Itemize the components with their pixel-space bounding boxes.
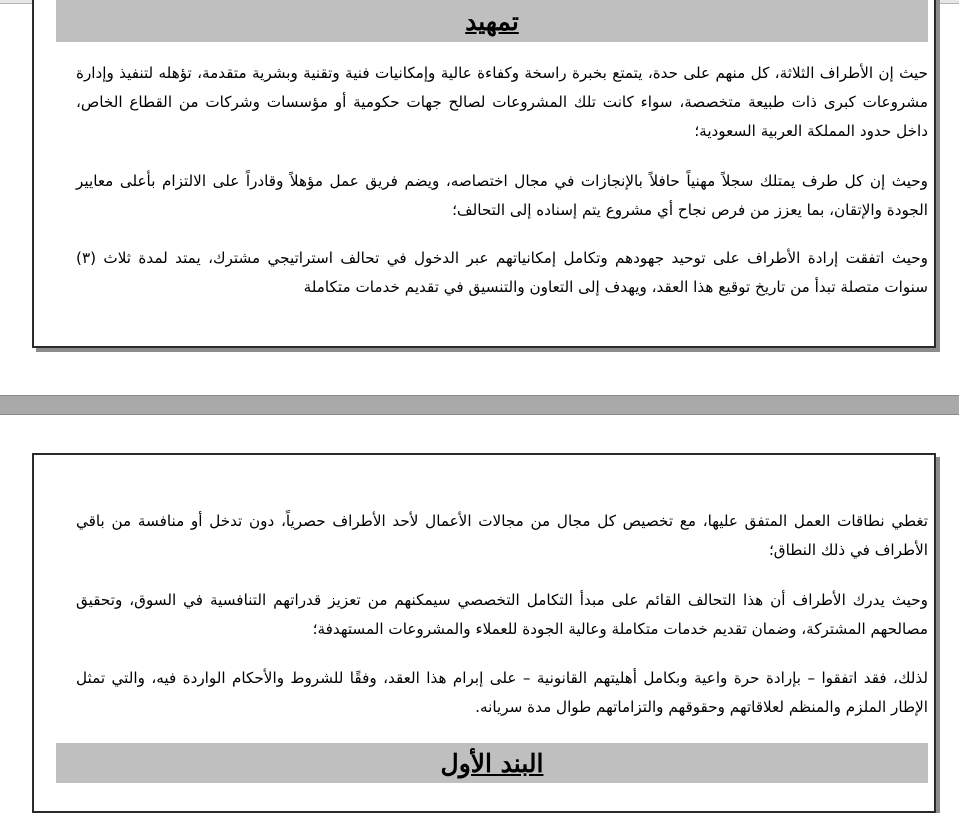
section-heading-bar	[56, 743, 928, 783]
paragraph: وحيث إن كل طرف يمتلك سجلاً مهنياً حافلاً بالإنجازات في مجال اختصاصه، ويضم فريق عمل مؤهلاً وقادراً على الالتزام بأعلى معايير الجودة والإتقان، بما يعزز من فرص نجاح أي مشروع يتم إسناده إلى التحالف؛	[76, 172, 928, 219]
section-heading-clause-one: البند الأول	[440, 748, 544, 778]
paragraph: تغطي نطاقات العمل المتفق عليها، مع تخصيص كل مجال من مجالات الأعمال لأحد الأطراف حصرياً، دون تدخل أو منافسة من باقي الأطراف في ذلك النطاق؛	[76, 512, 928, 559]
paragraph: وحيث اتفقت إرادة الأطراف على توحيد جهودهم وتكامل إمكانياتهم عبر الدخول في تحالف استراتيجي مشترك، يمتد لمدة ثلاث (٣) سنوات متصلة تبدأ من تاريخ توقيع هذا العقد، ويهدف إلى التعاون والتنسيق في تقديم خدمات متكاملة	[76, 249, 928, 296]
section-heading-bar	[56, 0, 928, 42]
document-page-1	[32, 0, 936, 348]
document-page-2	[32, 453, 936, 813]
section-heading-preamble: تمهيد	[465, 6, 519, 36]
paragraph: لذلك، فقد اتفقوا – بإرادة حرة واعية وبكامل أهليتهم القانونية – على إبرام هذا العقد، وفقًا للشروط والأحكام الواردة فيه، والتي تمثل الإطار الملزم والمنظم لعلاقاتهم وحقوقهم والتزاماتهم طوال مدة سريانه.	[76, 669, 928, 716]
paragraph: وحيث يدرك الأطراف أن هذا التحالف القائم على مبدأ التكامل التخصصي سيمكنهم من تعزيز قدراتهم التنافسية في السوق، وتحقيق مصالحهم المشتركة، وضمان تقديم خدمات متكاملة وعالية الجودة للعملاء والمشروعات المستهدفة؛	[76, 591, 928, 638]
paragraph: حيث إن الأطراف الثلاثة، كل منهم على حدة، يتمتع بخبرة راسخة وكفاءة عالية وإمكانيات فنية وتقنية وبشرية متقدمة، تؤهله لتنفيذ وإدارة مشروعات كبرى ذات طبيعة متخصصة، سواء كانت تلك المشروعات لصالح جهات حكومية أو مؤسسات وشركات من القطاع الخاص، داخل حدود المملكة العربية السعودية؛	[76, 64, 928, 140]
page-break-separator	[0, 395, 959, 415]
